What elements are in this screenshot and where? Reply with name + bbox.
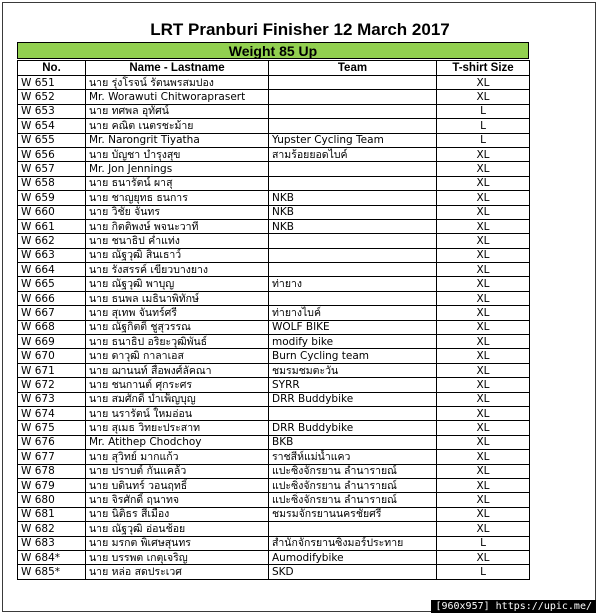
row-name: นาย วิชัย จันทร	[86, 205, 269, 219]
row-number: W 677	[18, 450, 86, 464]
row-team: modify bike	[269, 335, 437, 349]
row-team	[269, 119, 437, 133]
table-row	[18, 119, 530, 133]
row-name: นาย ณัฐกิตติ์ ชูสุวรรณ	[86, 320, 269, 334]
table-row	[18, 363, 530, 377]
row-team: ชมรมจักรยานนครชัยศรี	[269, 507, 437, 521]
row-name: นาย ปราบต์ กันแคล้ว	[86, 464, 269, 478]
row-team: DRR Buddybike	[269, 421, 437, 435]
row-team: แปะซิ่งจักรยาน ลำนารายณ์	[269, 478, 437, 492]
row-name: นาย รุ่งโรจน์ รัตนพรสมปอง	[86, 76, 269, 90]
row-tshirt-size: XL	[437, 191, 530, 205]
row-team: BKB	[269, 435, 437, 449]
finisher-table	[17, 60, 530, 580]
row-number: W 666	[18, 291, 86, 305]
row-name: นาย ชาญยุทธ ธนการ	[86, 191, 269, 205]
row-tshirt-size: XL	[437, 277, 530, 291]
row-team	[269, 291, 437, 305]
table-row	[18, 291, 530, 305]
row-team	[269, 162, 437, 176]
row-name: นาย กิตติพงษ์ พจนะวาที	[86, 219, 269, 233]
row-name: นาย ธนาธิป อริยะวุฒิพันธ์	[86, 335, 269, 349]
table-row	[18, 191, 530, 205]
row-team: ท่ายาง	[269, 277, 437, 291]
table-row	[18, 104, 530, 118]
row-number: W 681	[18, 507, 86, 521]
row-tshirt-size: XL	[437, 291, 530, 305]
row-number: W 661	[18, 219, 86, 233]
row-name: นาย นรารัตน์ ใหมอ่อน	[86, 406, 269, 420]
table-body	[18, 76, 530, 580]
table-row	[18, 421, 530, 435]
row-tshirt-size: XL	[437, 522, 530, 536]
row-number: W 662	[18, 234, 86, 248]
row-name: นาย ณัฐวุฒิ พาบุญ	[86, 277, 269, 291]
row-team: SKD	[269, 565, 437, 579]
row-name: นาย สุวิทย์ มากแก้ว	[86, 450, 269, 464]
row-tshirt-size: XL	[437, 450, 530, 464]
row-tshirt-size: L	[437, 104, 530, 118]
row-tshirt-size: XL	[437, 406, 530, 420]
row-number: W 680	[18, 493, 86, 507]
table-row	[18, 277, 530, 291]
row-name: นาย สุเมธ วิทยะประสาท	[86, 421, 269, 435]
row-number: W 683	[18, 536, 86, 550]
row-tshirt-size: XL	[437, 147, 530, 161]
table-row	[18, 349, 530, 363]
row-number: W 665	[18, 277, 86, 291]
row-name: นาย บรรพต เกตุเจริญ	[86, 550, 269, 564]
row-number: W 675	[18, 421, 86, 435]
table-row	[18, 507, 530, 521]
row-name: นาย ณัฐวุฒิ สินเธาว์	[86, 248, 269, 262]
row-name: นาย บดินทร์ วอนฤทธิ์	[86, 478, 269, 492]
row-number: W 671	[18, 363, 86, 377]
row-number: W 669	[18, 335, 86, 349]
column-header-name: Name - Lastname	[86, 61, 269, 76]
table-row	[18, 248, 530, 262]
row-number: W 664	[18, 263, 86, 277]
row-number: W 685*	[18, 565, 86, 579]
row-number: W 655	[18, 133, 86, 147]
row-number: W 651	[18, 76, 86, 90]
row-team	[269, 263, 437, 277]
row-tshirt-size: XL	[437, 90, 530, 104]
row-team	[269, 90, 437, 104]
row-team: Yupster Cycling Team	[269, 133, 437, 147]
row-team: สามร้อยยอดไบค์	[269, 147, 437, 161]
row-tshirt-size: L	[437, 119, 530, 133]
row-team: แปะซิ่งจักรยาน ลำนารายณ์	[269, 493, 437, 507]
row-team: ราชสีห์แม่น้ำแคว	[269, 450, 437, 464]
table-row	[18, 406, 530, 420]
row-number: W 670	[18, 349, 86, 363]
table-row	[18, 162, 530, 176]
row-tshirt-size: L	[437, 536, 530, 550]
row-tshirt-size: XL	[437, 320, 530, 334]
row-team: SYRR	[269, 378, 437, 392]
table-row	[18, 550, 530, 564]
table-row	[18, 147, 530, 161]
row-tshirt-size: L	[437, 133, 530, 147]
row-number: W 673	[18, 392, 86, 406]
row-team: WOLF BIKE	[269, 320, 437, 334]
table-row	[18, 263, 530, 277]
row-team	[269, 234, 437, 248]
row-team: Burn Cycling team	[269, 349, 437, 363]
row-name: Mr. Narongrit Tiyatha	[86, 133, 269, 147]
image-host-credit: [960x957] https://upic.me/	[431, 600, 596, 613]
row-tshirt-size: XL	[437, 162, 530, 176]
row-tshirt-size: XL	[437, 363, 530, 377]
row-tshirt-size: XL	[437, 306, 530, 320]
row-team: ชมรมชมตะวัน	[269, 363, 437, 377]
table-row	[18, 320, 530, 334]
row-name: นาย ดาวุฒิ กาลาเอส	[86, 349, 269, 363]
table-row	[18, 493, 530, 507]
table-row	[18, 450, 530, 464]
row-name: Mr. Atithep Chodchoy	[86, 435, 269, 449]
row-tshirt-size: XL	[437, 335, 530, 349]
row-tshirt-size: XL	[437, 493, 530, 507]
page-title: LRT Pranburi Finisher 12 March 2017	[150, 20, 450, 39]
row-name: นาย สมศักดิ์ บำเพ็ญบุญ	[86, 392, 269, 406]
row-number: W 659	[18, 191, 86, 205]
row-number: W 657	[18, 162, 86, 176]
row-name: นาย รังสรรค์ เขียวบางยาง	[86, 263, 269, 277]
table-row	[18, 565, 530, 579]
table-row	[18, 90, 530, 104]
row-team	[269, 104, 437, 118]
row-name: นาย นิติธร สีเมือง	[86, 507, 269, 521]
table-row	[18, 133, 530, 147]
row-number: W 658	[18, 176, 86, 190]
row-team: NKB	[269, 191, 437, 205]
row-tshirt-size: XL	[437, 248, 530, 262]
row-team: แปะซิ่งจักรยาน ลำนารายณ์	[269, 464, 437, 478]
row-name: นาย ณัฐวุฒิ อ่อนช้อย	[86, 522, 269, 536]
table-row	[18, 234, 530, 248]
row-name: นาย มรกต พิเศษสุนทร	[86, 536, 269, 550]
table-row	[18, 464, 530, 478]
row-number: W 672	[18, 378, 86, 392]
table-row	[18, 435, 530, 449]
row-number: W 682	[18, 522, 86, 536]
row-tshirt-size: XL	[437, 263, 530, 277]
row-number: W 652	[18, 90, 86, 104]
row-team	[269, 248, 437, 262]
row-team: DRR Buddybike	[269, 392, 437, 406]
row-number: W 656	[18, 147, 86, 161]
row-name: นาย ฌานนท์ สื่อพงศ์ลัคณา	[86, 363, 269, 377]
row-name: นาย ชนกานต์ ศุกระศร	[86, 378, 269, 392]
table-row	[18, 219, 530, 233]
row-name: นาย คณิต เนตรชะม้าย	[86, 119, 269, 133]
table-row	[18, 378, 530, 392]
table-row	[18, 76, 530, 90]
row-tshirt-size: XL	[437, 349, 530, 363]
row-team: สำนักจักรยานซิงมอร์ประทาย	[269, 536, 437, 550]
table-row	[18, 522, 530, 536]
row-name: นาย สุเทพ จันทร์ศรี	[86, 306, 269, 320]
row-team: ท่ายางไบค์	[269, 306, 437, 320]
row-name: นาย บัญชา บำรุงสุข	[86, 147, 269, 161]
row-team	[269, 76, 437, 90]
row-number: W 668	[18, 320, 86, 334]
row-tshirt-size: XL	[437, 435, 530, 449]
row-name: นาย ชนาธิป ค่ำแท่ง	[86, 234, 269, 248]
row-tshirt-size: XL	[437, 550, 530, 564]
column-header-size: T-shirt Size	[437, 61, 530, 76]
row-tshirt-size: XL	[437, 478, 530, 492]
row-team	[269, 522, 437, 536]
row-team	[269, 176, 437, 190]
row-team	[269, 406, 437, 420]
row-tshirt-size: XL	[437, 464, 530, 478]
row-number: W 663	[18, 248, 86, 262]
row-tshirt-size: XL	[437, 76, 530, 90]
row-tshirt-size: XL	[437, 219, 530, 233]
row-number: W 667	[18, 306, 86, 320]
row-number: W 653	[18, 104, 86, 118]
row-name: Mr. Jon Jennings	[86, 162, 269, 176]
row-tshirt-size: XL	[437, 176, 530, 190]
row-tshirt-size: XL	[437, 234, 530, 248]
row-number: W 674	[18, 406, 86, 420]
row-name: นาย ธนพล เมธินาพิทักษ์	[86, 291, 269, 305]
row-tshirt-size: XL	[437, 421, 530, 435]
row-number: W 684*	[18, 550, 86, 564]
table-row	[18, 205, 530, 219]
row-tshirt-size: L	[437, 565, 530, 579]
row-name: นาย ธนารัตน์ ผาสุ	[86, 176, 269, 190]
row-tshirt-size: XL	[437, 205, 530, 219]
row-number: W 678	[18, 464, 86, 478]
row-tshirt-size: XL	[437, 392, 530, 406]
row-number: W 660	[18, 205, 86, 219]
row-tshirt-size: XL	[437, 378, 530, 392]
row-number: W 679	[18, 478, 86, 492]
table-row	[18, 176, 530, 190]
column-header-no: No.	[18, 61, 86, 76]
row-name: นาย หล่อ สดประเวศ	[86, 565, 269, 579]
row-number: W 676	[18, 435, 86, 449]
table-row	[18, 478, 530, 492]
row-name: นาย ทศพล อุทัศน์	[86, 104, 269, 118]
table-header-row	[18, 61, 530, 76]
row-team: NKB	[269, 205, 437, 219]
row-team: Aumodifybike	[269, 550, 437, 564]
column-header-team: Team	[269, 61, 437, 76]
row-name: นาย จิรศักดิ์ ฤนาทจ	[86, 493, 269, 507]
table-row	[18, 392, 530, 406]
table-row	[18, 335, 530, 349]
table-row	[18, 306, 530, 320]
row-team: NKB	[269, 219, 437, 233]
table-row	[18, 536, 530, 550]
row-number: W 654	[18, 119, 86, 133]
row-name: Mr. Worawuti Chitworaprasert	[86, 90, 269, 104]
category-header: Weight 85 Up	[17, 42, 529, 59]
row-tshirt-size: XL	[437, 507, 530, 521]
